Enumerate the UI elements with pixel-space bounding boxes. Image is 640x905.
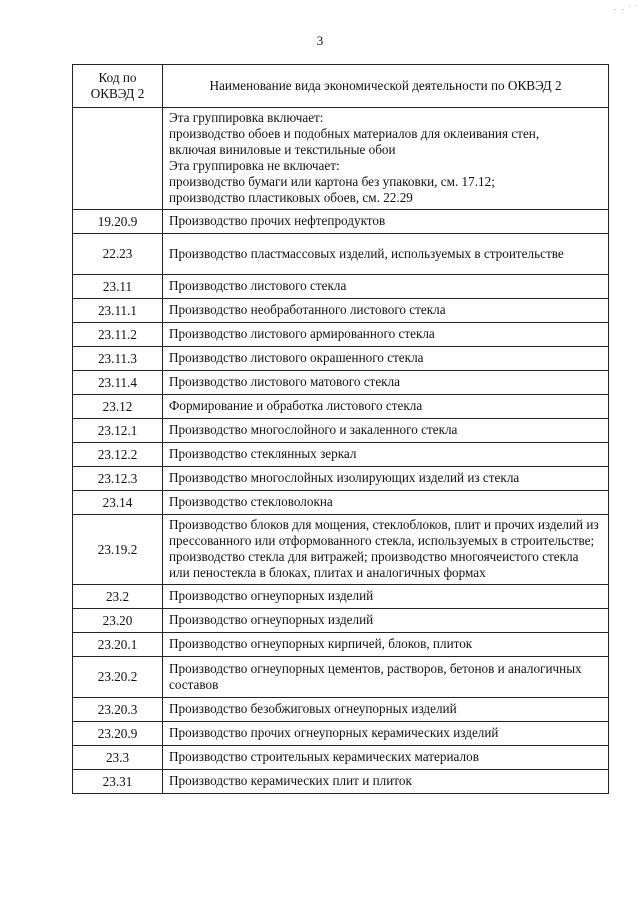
continuation-line: Эта группировка включает: <box>169 110 324 125</box>
table-row <box>73 210 609 234</box>
row-code: 23.11.4 <box>73 371 163 395</box>
row-name <box>163 108 609 210</box>
okved-table <box>72 64 609 794</box>
page-number: 3 <box>316 33 324 48</box>
row-name: Производство керамических плит и плиток <box>163 770 609 794</box>
row-code: 23.20 <box>73 609 163 633</box>
table-row <box>73 722 609 746</box>
row-name: Производство необработанного листового стекла <box>163 299 609 323</box>
table-row <box>73 419 609 443</box>
table-row <box>73 585 609 609</box>
table-row <box>73 770 609 794</box>
row-code: 23.11 <box>73 275 163 299</box>
table-header-row <box>73 65 609 108</box>
row-name: Производство безобжиговых огнеупорных изделий <box>163 698 609 722</box>
row-name: Производство пластмассовых изделий, используемых в строительстве <box>163 234 609 275</box>
row-code: 23.19.2 <box>73 515 163 585</box>
table-row <box>73 633 609 657</box>
row-code <box>73 108 163 210</box>
table-row <box>73 443 609 467</box>
table-row <box>73 323 609 347</box>
scan-corner-mark: - - ' ' <box>613 4 638 15</box>
continuation-line: производство бумаги или картона без упаковки, см. 17.12; <box>169 174 495 189</box>
table-row <box>73 371 609 395</box>
row-name: Производство листового стекла <box>163 275 609 299</box>
row-code: 23.3 <box>73 746 163 770</box>
continuation-line: Эта группировка не включает: <box>169 158 340 173</box>
table-row <box>73 347 609 371</box>
table-row <box>73 657 609 698</box>
continuation-line: производство обоев и подобных материалов для оклеивания стен, <box>169 126 540 141</box>
header-name: Наименование вида экономической деятельности по ОКВЭД 2 <box>163 65 609 108</box>
row-code: 23.2 <box>73 585 163 609</box>
continuation-line: включая виниловые и текстильные обои <box>169 142 396 157</box>
row-name: Производство прочих нефтепродуктов <box>163 210 609 234</box>
row-name: Производство стеклянных зеркал <box>163 443 609 467</box>
row-name: Производство листового армированного стекла <box>163 323 609 347</box>
continuation-line: производство пластиковых обоев, см. 22.29 <box>169 190 413 205</box>
table-row <box>73 491 609 515</box>
row-code: 23.20.9 <box>73 722 163 746</box>
row-code: 23.20.2 <box>73 657 163 698</box>
row-code: 23.14 <box>73 491 163 515</box>
table-row <box>73 275 609 299</box>
table-row <box>73 299 609 323</box>
row-code: 23.31 <box>73 770 163 794</box>
row-name: Производство огнеупорных кирпичей, блоков, плиток <box>163 633 609 657</box>
row-name: Производство листового матового стекла <box>163 371 609 395</box>
row-name: Производство огнеупорных цементов, растворов, бетонов и аналогичных составов <box>163 657 609 698</box>
row-name: Производство огнеупорных изделий <box>163 585 609 609</box>
table-row <box>73 698 609 722</box>
table-row <box>73 609 609 633</box>
table-row-continuation <box>73 108 609 210</box>
row-name: Производство блоков для мощения, стеклоблоков, плит и прочих изделий из прессованного или отформованного стекла, используемых в строительстве; производство стекла для витражей; производство многоячеистого стекла или пеностекла в блоках, плитах и аналогичных формах <box>163 515 609 585</box>
table-row <box>73 467 609 491</box>
row-name: Производство листового окрашенного стекла <box>163 347 609 371</box>
row-code: 23.12.2 <box>73 443 163 467</box>
row-code: 23.20.3 <box>73 698 163 722</box>
row-code: 22.23 <box>73 234 163 275</box>
row-code: 19.20.9 <box>73 210 163 234</box>
row-code: 23.12 <box>73 395 163 419</box>
row-code: 23.11.1 <box>73 299 163 323</box>
row-name: Производство многослойного и закаленного стекла <box>163 419 609 443</box>
row-name: Формирование и обработка листового стекла <box>163 395 609 419</box>
table-row <box>73 746 609 770</box>
row-code: 23.20.1 <box>73 633 163 657</box>
row-name: Производство огнеупорных изделий <box>163 609 609 633</box>
row-name: Производство многослойных изолирующих изделий из стекла <box>163 467 609 491</box>
table-row <box>73 395 609 419</box>
row-name: Производство стекловолокна <box>163 491 609 515</box>
row-code: 23.12.1 <box>73 419 163 443</box>
row-code: 23.11.3 <box>73 347 163 371</box>
table-row <box>73 515 609 585</box>
row-name: Производство прочих огнеупорных керамических изделий <box>163 722 609 746</box>
table-row <box>73 234 609 275</box>
row-name: Производство строительных керамических материалов <box>163 746 609 770</box>
row-code: 23.11.2 <box>73 323 163 347</box>
row-code: 23.12.3 <box>73 467 163 491</box>
header-code: Код по ОКВЭД 2 <box>73 65 163 108</box>
